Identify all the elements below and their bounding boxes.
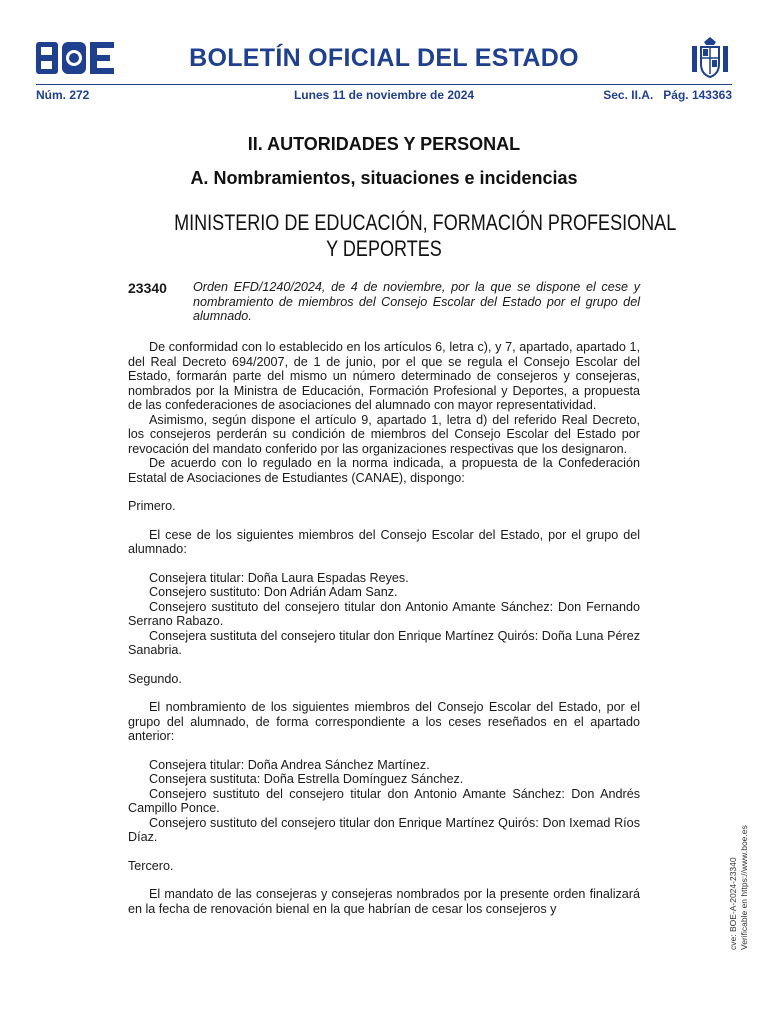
issue-number: Núm. 272 <box>36 88 90 102</box>
list-item: Consejera titular: Doña Laura Espadas Reyes. <box>149 570 409 585</box>
paragraph: El mandato de las consejeras y consejeras nombrados por la presente orden finalizará en la fecha de renovación bienal en la que habrían de cesar los consejeros y <box>128 887 640 916</box>
entry-summary: Orden EFD/1240/2024, de 4 de noviembre, por la que se dispone el cese y nombramiento de miembros del Consejo Escolar del Estado por el grupo del alumnado. <box>193 280 640 323</box>
list-item: Consejero sustituto del consejero titular don Antonio Amante Sánchez: Don Fernando Serrano Rabazo. <box>128 599 640 628</box>
header-rule <box>36 84 732 85</box>
cve-code: cve: BOE-A-2024-23340 <box>728 857 738 950</box>
ministry-name <box>174 210 677 262</box>
verification-code <box>728 825 750 950</box>
list-item: Consejera sustituta del consejero titular don Enrique Martínez Quirós: Doña Luna Pérez Sanabria. <box>128 628 640 657</box>
ministry-line-2: Y DEPORTES <box>326 236 442 261</box>
paragraph: De conformidad con lo establecido en los artículos 6, letra c), y 7, apartado, apartado 1, del Real Decreto 694/2007, de 1 de junio, por el que se regula el Consejo Escolar del Estado, formarán parte del mismo un número determinado de consejeros y consejeras, nombrados por la Ministra de Educación, Formación Profesional y Deportes, a propuesta de las confederaciones de asociaciones del alumnado con mayor representatividad. <box>128 340 640 412</box>
list-item: Consejero sustituto del consejero titular don Enrique Martínez Quirós: Don Ixemad Ríos Díaz. <box>128 815 640 844</box>
entry-number: 23340 <box>128 280 167 296</box>
paragraph: Asimismo, según dispone el artículo 9, apartado 1, letra d) del referido Real Decreto, los consejeros perderán su condición de miembros del Consejo Escolar del Estado por revocación del mandato conferido por las organizaciones respectivas que los designaron. <box>128 412 640 456</box>
section-subtitle: A. Nombramientos, situaciones e incidencias <box>190 168 578 188</box>
article-label-primero: Primero. <box>128 499 176 513</box>
list-item: Consejera titular: Doña Andrea Sánchez Martínez. <box>149 757 430 772</box>
article-label-segundo: Segundo. <box>128 671 182 686</box>
document-body <box>128 340 640 916</box>
section-title: II. AUTORIDADES Y PERSONAL <box>247 134 521 154</box>
verification-url: Verificable en https://www.boe.es <box>739 825 749 950</box>
section-page: Sec. II.A. Pág. 143363 <box>603 88 732 102</box>
paragraph: El nombramiento de los siguientes miembros del Consejo Escolar del Estado, por el grupo del alumnado, de forma correspondiente a los ceses reseñados en el apartado anterior: <box>128 700 640 743</box>
coat-of-arms-icon <box>690 36 730 80</box>
list-item: Consejera sustituta: Doña Estrella Domínguez Sánchez. <box>149 772 464 786</box>
paragraph: De acuerdo con lo regulado en la norma indicada, a propuesta de la Confederación Estatal de Asociaciones de Estudiantes (CANAE), dispongo: <box>128 456 640 485</box>
list-item: Consejero sustituto del consejero titular don Antonio Amante Sánchez: Don Andrés Campillo Ponce. <box>128 786 640 815</box>
publication-title: BOLETÍN OFICIAL DEL ESTADO <box>189 44 579 72</box>
list-item: Consejero sustituto: Don Adrián Adam Sanz. <box>149 585 398 599</box>
article-label-tercero: Tercero. <box>128 858 174 873</box>
ministry-line-1: MINISTERIO DE EDUCACIÓN, FORMACIÓN PROFESIONAL <box>174 210 677 235</box>
boe-logo <box>36 42 114 74</box>
issue-date: Lunes 11 de noviembre de 2024 <box>293 88 475 102</box>
paragraph: El cese de los siguientes miembros del Consejo Escolar del Estado, por el grupo del alumnado: <box>128 527 640 556</box>
